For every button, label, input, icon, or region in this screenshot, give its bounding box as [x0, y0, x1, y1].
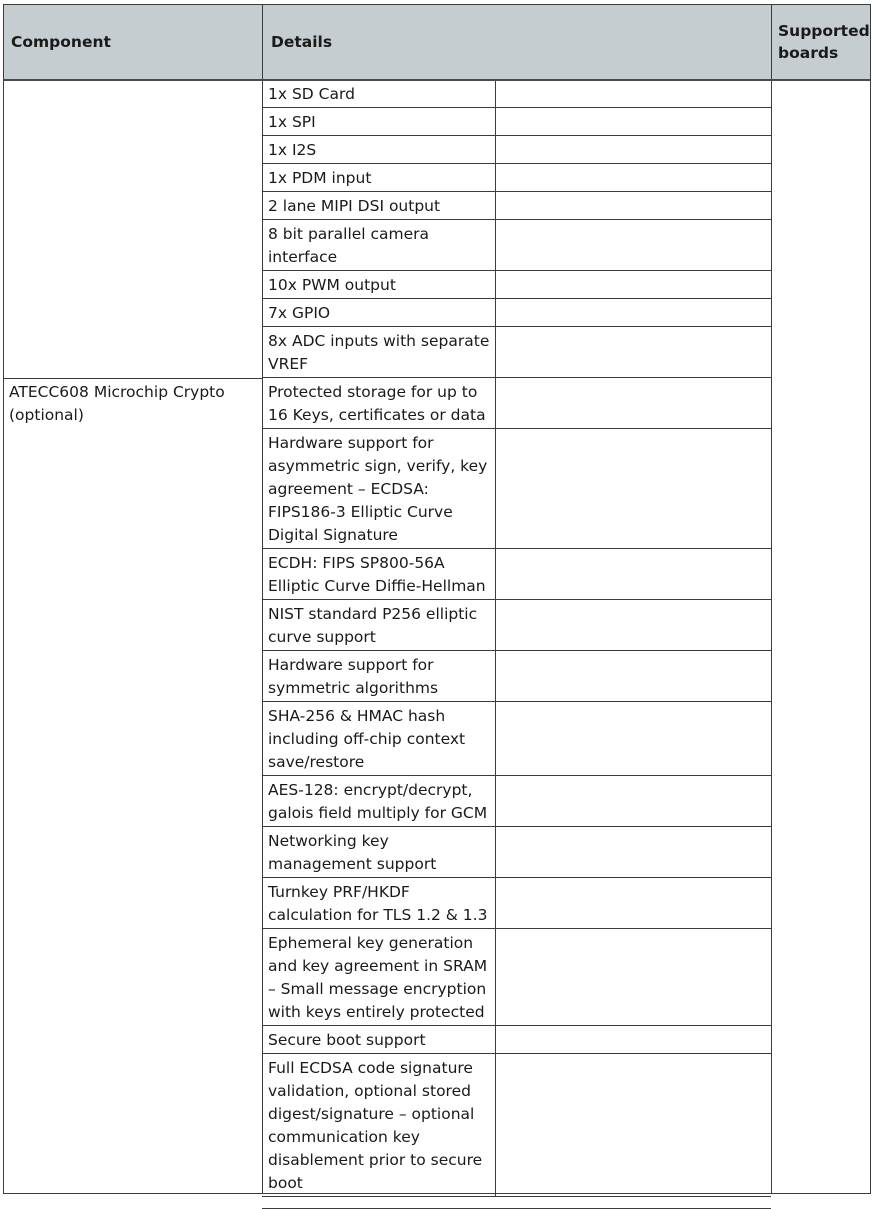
- row-divider: [262, 298, 771, 299]
- detail-cell: [262, 109, 495, 134]
- detail-line: 16 Keys, certificates or data: [268, 406, 486, 424]
- row-divider: [262, 270, 771, 271]
- detail-cell: [262, 703, 495, 774]
- header-component: [3, 4, 262, 79]
- detail-line: management support: [268, 855, 437, 873]
- detail-cell: [262, 193, 495, 218]
- row-divider: [262, 701, 771, 702]
- row-divider: [262, 428, 771, 429]
- header-details-label: Details: [271, 32, 333, 51]
- row-divider: [262, 650, 771, 651]
- detail-line: calculation for TLS 1.2 & 1.3: [268, 906, 488, 924]
- detail-cell: [262, 221, 495, 269]
- row-divider: [262, 326, 771, 327]
- border-mid: [495, 81, 496, 1197]
- border-component: [262, 4, 263, 1193]
- row-divider: [262, 1053, 771, 1054]
- detail-line: Ephemeral key generation: [268, 934, 474, 952]
- detail-line: symmetric algorithms: [268, 679, 439, 697]
- detail-cell: [262, 300, 495, 325]
- detail-line: interface: [268, 248, 338, 266]
- detail-line: Full ECDSA code signature: [268, 1059, 473, 1077]
- detail-line: galois field multiply for GCM: [268, 804, 488, 822]
- border-top: [3, 4, 870, 5]
- detail-line: 8x ADC inputs with separate: [268, 332, 490, 350]
- detail-cell: [262, 328, 495, 376]
- detail-line: Protected storage for up to: [268, 383, 478, 401]
- detail-line: 1x SPI: [268, 113, 316, 131]
- detail-line: 1x I2S: [268, 141, 317, 159]
- detail-line: VREF: [268, 355, 309, 373]
- detail-line: and key agreement in SRAM: [268, 957, 488, 975]
- row-divider: [262, 377, 771, 378]
- header-details: [263, 4, 771, 79]
- border-details: [771, 4, 772, 1193]
- detail-cell: [262, 430, 495, 547]
- detail-line: Digital Signature: [268, 526, 398, 544]
- detail-line: Secure boot support: [268, 1031, 426, 1049]
- detail-line: 7x GPIO: [268, 304, 331, 322]
- detail-line: boot: [268, 1174, 303, 1192]
- detail-cell: [262, 379, 495, 427]
- row-divider: [262, 599, 771, 600]
- component-cell: [3, 81, 262, 83]
- border-left: [3, 4, 4, 1193]
- detail-cell: [262, 652, 495, 700]
- detail-line: AES-128: encrypt/decrypt,: [268, 781, 473, 799]
- detail-line: – Small message encryption: [268, 980, 487, 998]
- detail-line: 1x PDM input: [268, 169, 372, 187]
- detail-line: Networking key: [268, 832, 389, 850]
- detail-line: disablement prior to secure: [268, 1151, 483, 1169]
- detail-line: Elliptic Curve Diffie-Hellman: [268, 577, 486, 595]
- detail-cell: [262, 165, 495, 190]
- row-divider: [262, 1025, 771, 1026]
- border-bottom: [3, 1193, 871, 1194]
- detail-line: ECDH: FIPS SP800-56A: [268, 554, 445, 572]
- header-divider: [3, 79, 870, 81]
- detail-line: FIPS186-3 Elliptic Curve: [268, 503, 453, 521]
- row-divider: [262, 877, 771, 878]
- detail-line: 1x SD Card: [268, 85, 355, 103]
- detail-line: 8 bit parallel camera: [268, 225, 430, 243]
- detail-line: digest/signature – optional: [268, 1105, 475, 1123]
- detail-line: Turnkey PRF/HKDF: [268, 883, 410, 901]
- detail-line: 10x PWM output: [268, 276, 396, 294]
- detail-line: validation, optional stored: [268, 1082, 471, 1100]
- detail-line: asymmetric sign, verify, key: [268, 457, 488, 475]
- detail-line: curve support: [268, 628, 376, 646]
- detail-cell: [262, 137, 495, 162]
- detail-cell: [262, 777, 495, 825]
- detail-cell: [262, 272, 495, 297]
- row-divider: [262, 107, 771, 108]
- row-divider: [262, 1196, 771, 1197]
- row-divider: [262, 191, 771, 192]
- row-divider: [262, 775, 771, 776]
- component-cell: ATECC608 Microchip Crypto (optional): [9, 383, 225, 424]
- row-divider: [262, 826, 771, 827]
- header-component-label: Component: [11, 32, 111, 51]
- row-divider: [262, 219, 771, 220]
- header-boards: [772, 4, 870, 79]
- detail-cell: [262, 930, 495, 1024]
- detail-line: save/restore: [268, 753, 365, 771]
- detail-cell: [262, 1055, 495, 1195]
- detail-line: Hardware support for: [268, 656, 434, 674]
- row-divider: [262, 928, 771, 929]
- detail-line: communication key: [268, 1128, 420, 1146]
- border-right: [870, 4, 871, 1193]
- detail-line: with keys entirely protected: [268, 1003, 485, 1021]
- detail-cell: [262, 81, 495, 106]
- detail-line: agreement – ECDSA:: [268, 480, 429, 498]
- detail-line: including off-chip context: [268, 730, 466, 748]
- row-divider: [262, 135, 771, 136]
- detail-cell: [262, 1027, 495, 1052]
- detail-cell: [262, 601, 495, 649]
- detail-line: NIST standard P256 elliptic: [268, 605, 478, 623]
- detail-line: Hardware support for: [268, 434, 434, 452]
- header-boards-label: Supported boards: [778, 21, 870, 62]
- detail-line: 2 lane MIPI DSI output: [268, 197, 441, 215]
- detail-cell: [262, 828, 495, 876]
- row-divider: [262, 163, 771, 164]
- row-divider: [262, 548, 771, 549]
- detail-cell: [262, 550, 495, 598]
- detail-line: SHA-256 & HMAC hash: [268, 707, 446, 725]
- detail-cell: [262, 879, 495, 927]
